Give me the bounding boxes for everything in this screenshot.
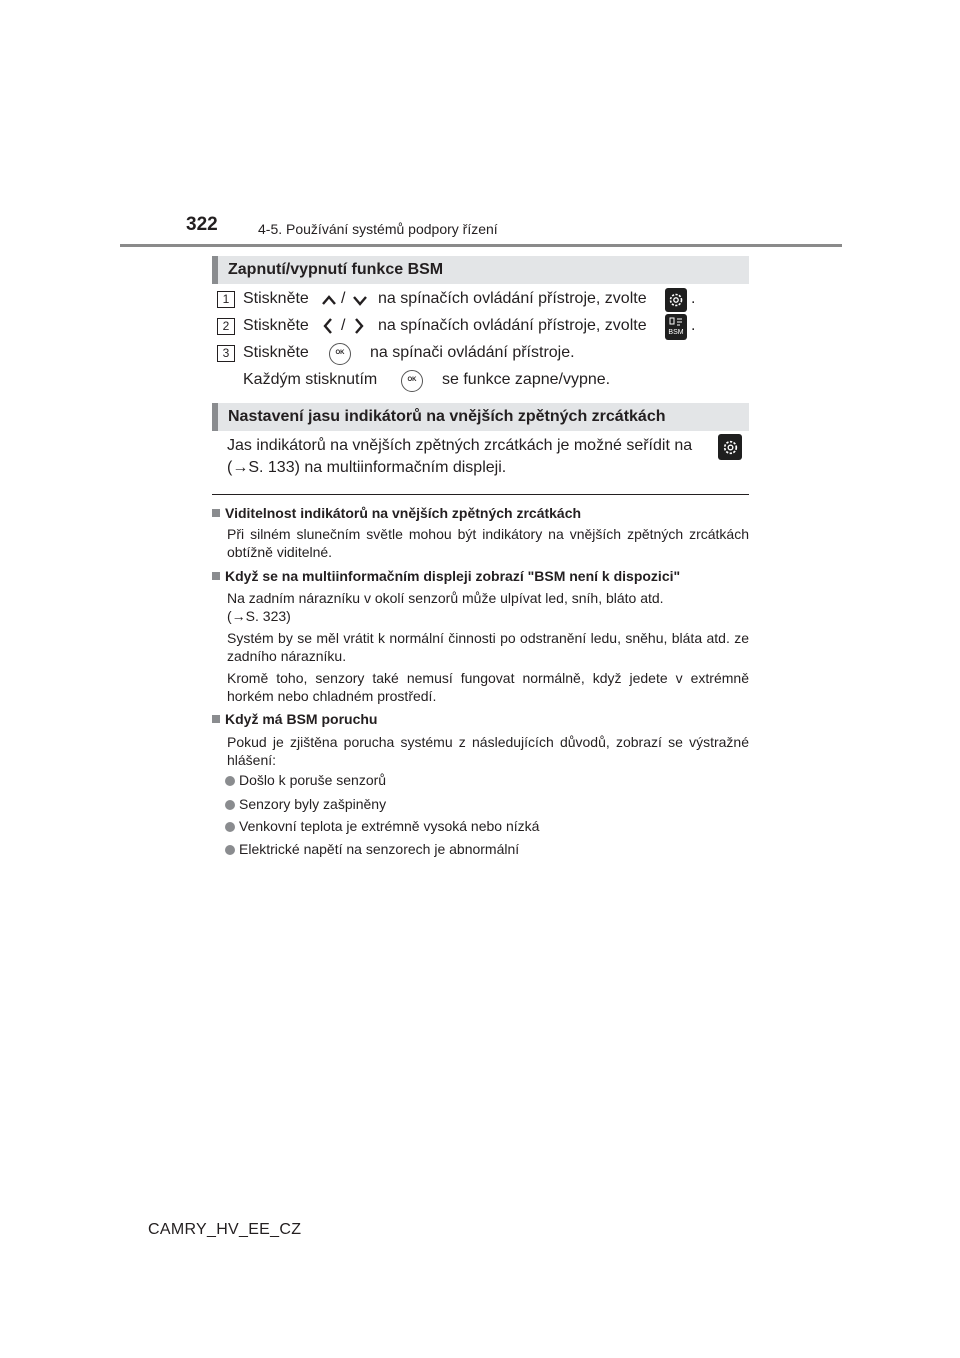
bsm-icon: [665, 314, 687, 340]
step3-sub-text-b: se funkce zapne/vypne.: [442, 371, 611, 388]
note-text-unavailable-3: Kromě toho, senzory také nemusí fungovat normálně, když jedete v extrémně horkém nebo chladném prostředí.: [227, 670, 749, 704]
list-item: Elektrické napětí na senzorech je abnormální: [225, 841, 519, 857]
note-text-unavailable-2: Systém by se měl vrátit k normální činnosti po odstranění ledu, sněhu, bláta atd. ze zadního nárazníku.: [227, 630, 749, 664]
step3-text-b: na spínači ovládání přístroje.: [370, 344, 575, 361]
step3-sub-text-a: Každým stisknutím: [243, 371, 378, 388]
list-item: Venkovní teplota je extrémně vysoká nebo nízká: [225, 818, 539, 834]
step1-text-a: Stiskněte: [243, 290, 309, 307]
square-bullet-icon: [212, 509, 220, 517]
step2-text-b: na spínačích ovládání přístroje, zvolte: [378, 317, 647, 334]
square-bullet-icon: [212, 572, 220, 580]
ok-button-icon: OK: [401, 370, 423, 392]
round-bullet-icon: [225, 822, 235, 832]
step1-end: .: [691, 290, 696, 307]
list-item: Došlo k poruše senzorů: [225, 772, 386, 788]
round-bullet-icon: [225, 845, 235, 855]
brightness-text-line1: Jas indikátorů na vnějších zpětných zrcátkách je možné seřídit na: [227, 437, 693, 454]
round-bullet-icon: [225, 776, 235, 786]
note-heading-bsm-malfunction: Když má BSM poruchu: [212, 711, 377, 727]
document-code: CAMRY_HV_EE_CZ: [148, 1221, 302, 1238]
note-text-visibility: Při silném slunečním světle mohou být indikátory na vnějších zpětných zrcátkách obtížně viditelné.: [227, 526, 749, 560]
header-rule: [120, 244, 842, 247]
chevron-down-icon: [352, 294, 368, 306]
settings-gear-icon: [665, 288, 687, 312]
step2-end: .: [691, 317, 696, 334]
section-heading-indicator-brightness: Nastavení jasu indikátorů na vnějších zpětných zrcátkách: [212, 403, 749, 431]
step2-separator: /: [341, 317, 346, 334]
step3-text-a: Stiskněte: [243, 344, 309, 361]
step2-text-a: Stiskněte: [243, 317, 309, 334]
note-text-malfunction: Pokud je zjištěna porucha systému z následujících důvodů, zobrazí se výstražné hlášení:: [227, 734, 749, 768]
notes-divider: [212, 494, 749, 495]
step-number-1: 1: [217, 291, 235, 308]
note-heading-visibility: Viditelnost indikátorů na vnějších zpětných zrcátkách: [212, 505, 581, 521]
note-heading-bsm-unavailable: Když se na multiinformačním displeji zobrazí "BSM není k dispozici": [212, 568, 680, 584]
note-text-unavailable-1b: (→S. 323): [227, 608, 291, 624]
step-number-2: 2: [217, 318, 235, 335]
step1-text-b: na spínačích ovládání přístroje, zvolte: [378, 290, 647, 307]
page-number: 322: [186, 214, 218, 235]
chevron-left-icon: [322, 317, 334, 335]
chevron-up-icon: [321, 294, 337, 306]
square-bullet-icon: [212, 715, 220, 723]
list-item: Senzory byly zašpiněny: [225, 796, 386, 812]
section-heading-bsm-toggle: Zapnutí/vypnutí funkce BSM: [212, 256, 749, 284]
ok-button-icon: OK: [329, 343, 351, 365]
settings-gear-icon: [718, 434, 742, 460]
chapter-title: 4-5. Používání systémů podpory řízení: [258, 221, 498, 237]
bsm-icon-label: BSM: [668, 329, 684, 336]
step1-separator: /: [341, 290, 346, 307]
chevron-right-icon: [353, 317, 365, 335]
note-text-unavailable-1a: Na zadním nárazníku v okolí senzorů může ulpívat led, sníh, bláto atd.: [227, 590, 664, 606]
brightness-text-line2: (→S. 133) na multiinformačním displeji.: [227, 459, 507, 476]
step-number-3: 3: [217, 345, 235, 362]
round-bullet-icon: [225, 800, 235, 810]
